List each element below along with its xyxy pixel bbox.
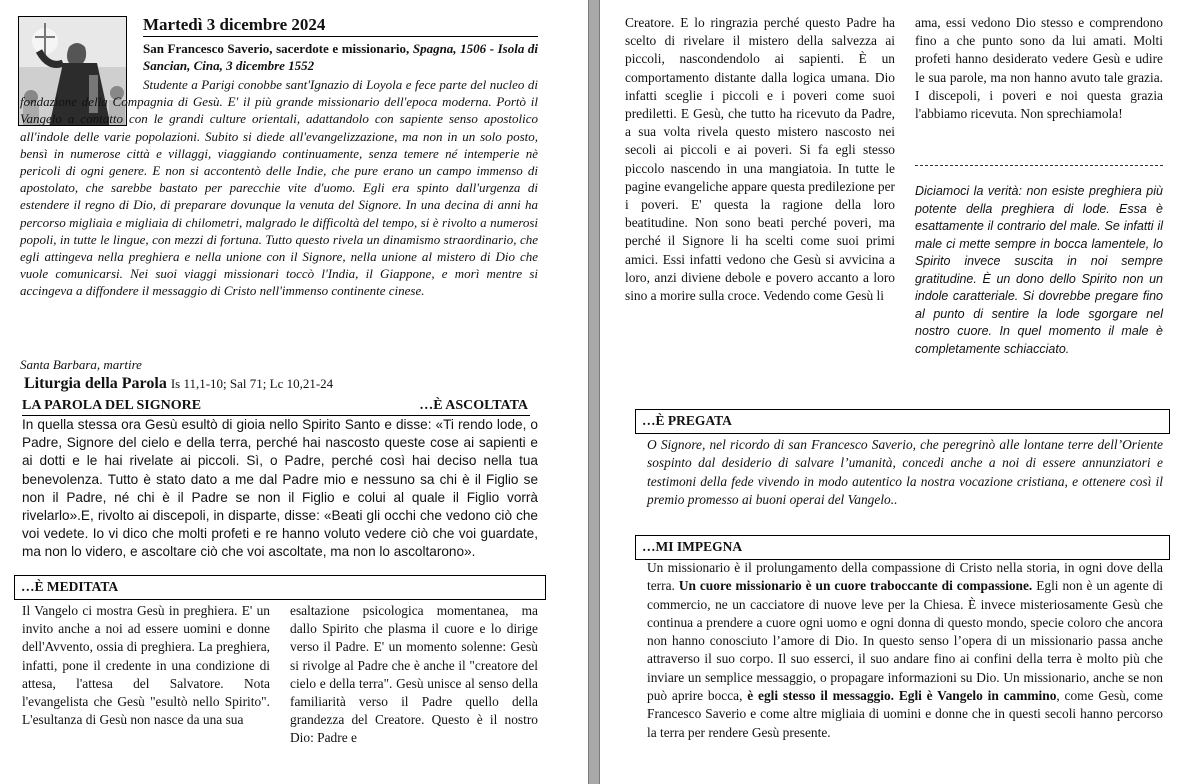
meditata-column-3: Creatore. E lo ringrazia perché questo Padre ha scelto di rivelare il mistero della salvezza ai piccoli, nascondendolo ai sapienti. È un comportamento distante dalla logica umana. Dio infatti sceglie i piccoli e i poveri come suoi prediletti. E Gesù, che tutto ha ricevuto da Padre, a sua volta rivela questo mistero nascosto nei secoli ai piccoli e ai poveri. Si fa egli stesso piccolo nascendo in una mangiatoia. In tutte le pagine evangeliche appare questa predilezione per i poveri. E' questa la ragione della loro beatitudine. Non sono beati perché poveri, ma perché il Signore li ha scelti come suoi primi amici. Essi infatti vedono che Gesù si avvicina a loro, anzi diviene debole e povero accanto a loro sino a morire sulla croce. Vedendo come Gesù li xyxy=(625,15,895,304)
impegna-bold-1: Un cuore missionario è un cuore traboccante di compassione. xyxy=(678,578,1033,594)
impegna-heading: …MI IMPEGNA xyxy=(635,535,1170,560)
meditata-column-1: Il Vangelo ci mostra Gesù in preghiera. E' un invito anche a noi ad essere uomini e donne dell'Avvento, ossia di preghiera. La preghiera, infatti, pone il credente in una condizione di attesa, l'attesa del Salvatore. Nota l'evangelista che Gesù "esultò nello Spirito". L'esultanza di Gesù non nasce da una sua xyxy=(22,603,270,728)
title-rule xyxy=(143,36,538,37)
impegna-text xyxy=(647,559,1163,742)
meditata-column-4: ama, essi vedono Dio stesso e comprendono fino a che punto sono da lui amati. Molti profeti hanno desiderato vedere Gesù e udire le sua parole, ma non hanno avuto tale grazia. I discepoli, i poveri e noi questa grazia l'abbiamo ricevuta. Non sprechiamola! xyxy=(915,15,1163,122)
impegna-text-2: Egli non è un agente di commercio, ne un cacciatore di nuove leve per la Chiesa. È invece misteriosamente Gesù che continua a prendere a cuore ogni uomo e ogni donna di questo mondo, specie coloro che ancora non hanno conosciuto l’amore di Dio. In questo senso l’opera di un missionario passa anche attraverso il suo corpo. Il suo esserci, il suo andare fino ai confini della terra è molto più che inviare un semplice messaggio, o propagare informazioni su Dio. Un missionario, anche se non può aprire bocca, xyxy=(647,578,1163,704)
lode-reflection: Diciamoci la verità: non esiste preghiera più potente della preghiera di lode. Essa è esattamente il contrario del male. Se infatti il male ci mette sempre in bocca lamentele, lo Spirito invece suscita in noi sempre gratitudine. È un dono dello Spirito non un indole caratteriale. Si dovrebbe pregare fino al punto di sentire la lode sgorgare nel nostro cuore. In quel momento il male è completamente schiacciato. xyxy=(915,184,1163,356)
parola-heading xyxy=(22,398,530,416)
pregata-text: O Signore, nel ricordo di san Francesco Saverio, che peregrinò alle lontane terre dell’Oriente sospinto dal desiderio di salvare l’umanità, concedi anche a noi di essere annunziatori e testimoni della fede vivendo in modo autentico la nostra vocazione cristiana, e ottenere così il premio promesso ai buoni operai del Vangelo.. xyxy=(647,437,1163,507)
impegna-bold-2: è egli stesso il messaggio. Egli è Vangelo in cammino xyxy=(747,688,1057,704)
liturgy-heading xyxy=(24,375,333,393)
impegna-text-1: Un missionario è il prolungamento della compassione di Cristo nella storia, in ogni dove della terra. xyxy=(647,560,1163,594)
parola-title: LA PAROLA DEL SIGNORE xyxy=(22,398,202,413)
gospel-text: In quella stessa ora Gesù esultò di gioia nello Spirito Santo e disse: «Ti rendo lode, o Padre, Signore del cielo e della terra, perché hai nascosto queste cose ai sapienti e ai dotti e le hai rivelate ai piccoli. Sì, o Padre, perché così hai deciso nella tua benevolenza. Tutto è stato dato a me dal Padre mio e nessuno sa chi è il Figlio se non il Padre, né chi è il Padre se non il Figlio e colui al quale il Figlio vorrà rivelarlo».E, rivolto ai discepoli, in disparte, disse: «Beati gli occhi che vedono ciò che voi vedete. Io vi dico che molti profeti e re hanno voluto vedere ciò che voi guardate, ma non lo videro, e ascoltare ciò che voi ascoltate, ma non lo ascoltarono». xyxy=(22,417,538,560)
saint-biography: Studente a Parigi conobbe sant'Ignazio di Loyola e fece parte del nucleo di fondazione della Compagnia di Gesù. E' il più grande missionario dell'epoca moderna. Portò il Vangelo a contatto con le grandi culture orientali, adattandolo con sapiente senso apostolico all'indole delle varie popolazioni. Subito si diede all'evangelizzazione, ma non in un solo posto, bensì in numerose città e villaggi, viaggiando continuamente, senza temere né intemperie nè pericoli di ogni genere. E non si accontentò delle Indie, che pure erano un campo immenso di apostolato, che sarebbe bastato per parecchie vite d'uomo. Egli era spinto dall'urgenza di estendere il regno di Dio, di preparare dovunque la venuta del Signore. In una decina di anni ha percorso migliaia e migliaia di chilometri, malgrado le difficoltà del tempo, si è rivolto a numerosi popoli, in tutte le lingue, con mezzi di fortuna. Tutto questo rivela un dinamismo straordinario, che egli attingeva nella preghiera e nella unione con il Signore, nella unione al mistero di Dio che vuole comunicarsi. Nei suoi viaggi missionari toccò l'India, il Giappone, e morì mentre si accingeva a diffondere il messaggio di Cristo nell'immenso continente cinese. xyxy=(20,77,538,299)
meditata-heading: …È MEDITATA xyxy=(14,575,546,600)
date-title: Martedì 3 dicembre 2024 xyxy=(143,15,326,34)
meditata-column-2: esaltazione psicologica momentanea, ma dallo Spirito che plasma il cuore e lo dirige verso il Padre. E' un momento solenne: Gesù si rivolge al Padre che è anche il "creatore del cielo e della terra". Gesù unisce al senso della familiarità verso il Padre quello della grandezza del Creatore. Questo è il nostro Dio: Padre e xyxy=(290,603,538,746)
other-saint: Santa Barbara, martire xyxy=(20,357,142,372)
left-page xyxy=(0,0,588,784)
liturgy-refs: Is 11,1-10; Sal 71; Lc 10,21-24 xyxy=(170,376,334,391)
ascoltata-title: …È ASCOLTATA xyxy=(419,398,528,413)
saint-heading xyxy=(143,40,538,74)
impegna-text-3: , come Gesù, come Francesco Saverio e come altre migliaia di uomini e donne che in questi secoli hanno percorso la terra per rendere Gesù presente. xyxy=(647,688,1163,740)
dashed-separator xyxy=(915,165,1163,166)
pregata-heading: …È PREGATA xyxy=(635,409,1170,434)
liturgy-title: Liturgia della Parola xyxy=(24,375,167,392)
right-page xyxy=(600,0,1178,784)
page-gutter xyxy=(588,0,600,784)
saint-name: San Francesco Saverio, sacerdote e missionario, xyxy=(143,41,410,56)
saint-place: Spagna, 1506 - Isola di Sancian, Cina, 3 dicembre 1552 xyxy=(143,41,539,73)
